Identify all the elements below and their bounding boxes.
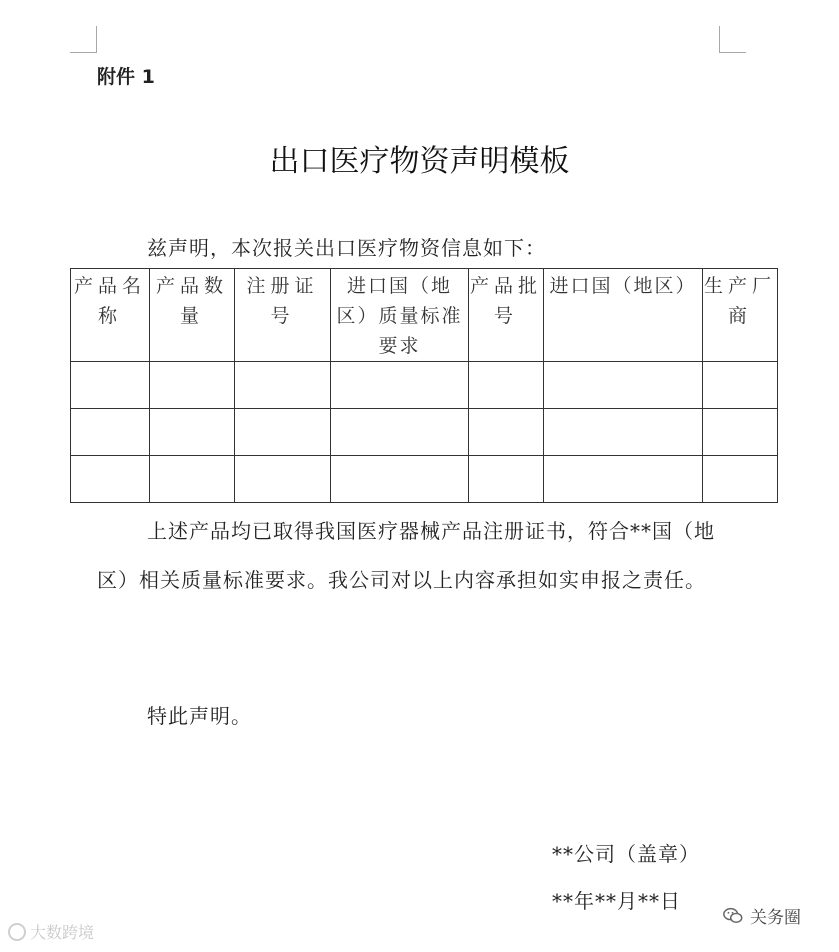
table-row xyxy=(71,456,778,503)
top-left-crop-mark xyxy=(70,26,97,53)
table-cell[interactable] xyxy=(544,409,703,456)
header-import-country: 进口国（地区） xyxy=(544,269,703,362)
signature-company: **公司（盖章） xyxy=(552,842,700,866)
wechat-icon xyxy=(722,905,744,927)
watermark-logo-icon xyxy=(8,923,26,941)
signature-date: **年**月**日 xyxy=(552,889,681,913)
table-row xyxy=(71,409,778,456)
header-product-name: 产品名称 xyxy=(71,269,150,362)
watermark-left xyxy=(8,920,94,943)
header-batch-number: 产品批号 xyxy=(469,269,544,362)
table-cell[interactable] xyxy=(331,456,469,503)
table-cell[interactable] xyxy=(544,362,703,409)
declaration-table xyxy=(70,268,778,503)
table-cell[interactable] xyxy=(150,362,235,409)
table-cell[interactable] xyxy=(469,362,544,409)
document-title: 出口医疗物资声明模板 xyxy=(269,144,570,179)
table-cell[interactable] xyxy=(150,409,235,456)
closing-statement: 特此声明。 xyxy=(147,704,252,728)
intro-paragraph: 兹声明，本次报关出口医疗物资信息如下： xyxy=(147,236,546,260)
watermark-left-text: 大数跨境 xyxy=(30,923,95,942)
watermark-right-text: 关务圈 xyxy=(750,908,801,928)
header-manufacturer: 生产厂商 xyxy=(703,269,778,362)
table-cell[interactable] xyxy=(71,456,150,503)
table-cell[interactable] xyxy=(71,409,150,456)
table-cell[interactable] xyxy=(469,456,544,503)
table-cell[interactable] xyxy=(235,362,331,409)
top-right-crop-mark xyxy=(719,26,746,53)
table-cell[interactable] xyxy=(469,409,544,456)
table-cell[interactable] xyxy=(150,456,235,503)
table-cell[interactable] xyxy=(703,362,778,409)
watermark-right xyxy=(722,903,801,928)
table-cell[interactable] xyxy=(703,409,778,456)
table-cell[interactable] xyxy=(331,362,469,409)
attachment-label: 附件 1 xyxy=(97,66,155,88)
header-registration-number: 注册证号 xyxy=(235,269,331,362)
table-header-row xyxy=(71,269,778,362)
table-row xyxy=(71,362,778,409)
body-text: 上述产品均已取得我国医疗器械产品注册证书，符合**国（地区）相关质量标准要求。我公司对以上内容承担如实申报之责任。 xyxy=(97,519,715,592)
header-quality-standard: 进口国（地区）质量标准要求 xyxy=(331,269,469,362)
table-cell[interactable] xyxy=(331,409,469,456)
table-cell[interactable] xyxy=(703,456,778,503)
body-paragraph xyxy=(97,507,737,605)
table-cell[interactable] xyxy=(235,456,331,503)
header-product-quantity: 产品数量 xyxy=(150,269,235,362)
table-cell[interactable] xyxy=(235,409,331,456)
table-cell[interactable] xyxy=(544,456,703,503)
table-cell[interactable] xyxy=(71,362,150,409)
